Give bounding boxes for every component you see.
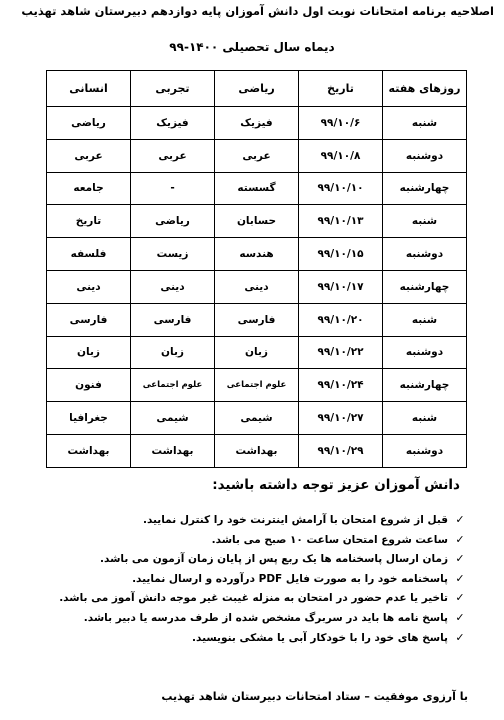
cell-date: ۹۹/۱۰/۱۰: [299, 172, 383, 205]
footer-signature: با آرزوی موفقیت – ستاد امتحانات دبیرستان شاهد تهذیب: [161, 690, 468, 703]
checkmark-icon: ✓: [455, 630, 465, 644]
cell-weekday: دوشنبه: [383, 434, 467, 467]
note-text: زمان ارسال پاسخنامه ها یک ربع پس از پایان زمان آزمون می باشد.: [100, 553, 448, 566]
cell-date: ۹۹/۱۰/۲۷: [299, 402, 383, 435]
cell-weekday: شنبه: [383, 402, 467, 435]
checkmark-icon: ✓: [455, 610, 465, 624]
cell-math: هندسه: [215, 238, 299, 271]
cell-date: ۹۹/۱۰/۱۷: [299, 270, 383, 303]
list-item: [10, 530, 468, 550]
list-item: [10, 510, 468, 530]
cell-science: ریاضی: [131, 205, 215, 238]
exam-schedule-table: [46, 70, 467, 468]
cell-math: علوم اجتماعی: [215, 369, 299, 402]
table-row: [47, 434, 467, 467]
cell-humanities: زبان: [47, 336, 131, 369]
note-text: پاسخ های خود را با خودکار آبی یا مشکی بنویسید.: [192, 631, 448, 644]
cell-weekday: شنبه: [383, 303, 467, 336]
cell-math: فارسی: [215, 303, 299, 336]
table-row: [47, 303, 467, 336]
cell-science: -: [131, 172, 215, 205]
cell-weekday: چهارشنبه: [383, 172, 467, 205]
cell-humanities: تاریخ: [47, 205, 131, 238]
header-date: تاریخ: [299, 71, 383, 107]
cell-date: ۹۹/۱۰/۲۰: [299, 303, 383, 336]
cell-humanities: فلسفه: [47, 238, 131, 271]
cell-humanities: جغرافیا: [47, 402, 131, 435]
checkmark-icon: ✓: [455, 552, 465, 566]
cell-weekday: چهارشنبه: [383, 369, 467, 402]
cell-humanities: جامعه: [47, 172, 131, 205]
cell-humanities: بهداشت: [47, 434, 131, 467]
table-row: [47, 205, 467, 238]
cell-math: حسابان: [215, 205, 299, 238]
cell-date: ۹۹/۱۰/۸: [299, 139, 383, 172]
header-math: ریاضی: [215, 71, 299, 107]
list-item: [10, 569, 468, 589]
notes-list: [10, 510, 468, 647]
checkmark-icon: ✓: [455, 513, 465, 526]
cell-weekday: شنبه: [383, 205, 467, 238]
cell-math: بهداشت: [215, 434, 299, 467]
checkmark-icon: ✓: [455, 571, 465, 585]
cell-math: زبان: [215, 336, 299, 369]
note-text: پاسخنامه خود را به صورت فایل PDF درآورده و ارسال نمایید.: [132, 572, 448, 585]
header-humanities: انسانی: [47, 71, 131, 107]
table-row: [47, 402, 467, 435]
cell-humanities: فارسی: [47, 303, 131, 336]
checkmark-icon: ✓: [455, 532, 465, 546]
cell-date: ۹۹/۱۰/۱۳: [299, 205, 383, 238]
list-item: [10, 608, 468, 628]
cell-science: عربی: [131, 139, 215, 172]
list-item: [10, 628, 468, 648]
cell-date: ۹۹/۱۰/۲۴: [299, 369, 383, 402]
cell-weekday: دوشنبه: [383, 336, 467, 369]
cell-humanities: فنون: [47, 369, 131, 402]
table-row: [47, 107, 467, 140]
cell-math: عربی: [215, 139, 299, 172]
checkmark-icon: ✓: [455, 591, 465, 605]
cell-science: زیست: [131, 238, 215, 271]
page-title: اصلاحیه برنامه امتحانات نوبت اول دانش آموزان پایه دوازدهم دبیرستان شاهد تهذیب: [21, 4, 494, 18]
cell-science: دینی: [131, 270, 215, 303]
table-row: [47, 172, 467, 205]
note-text: تاخیر یا عدم حضور در امتحان به منزله غیبت غیر موجه دانش آموز می باشد.: [59, 592, 448, 605]
table-row: [47, 270, 467, 303]
cell-math: گسسته: [215, 172, 299, 205]
page-subtitle: دیماه سال تحصیلی ۱۴۰۰-۹۹: [169, 40, 335, 54]
cell-weekday: دوشنبه: [383, 238, 467, 271]
cell-weekday: دوشنبه: [383, 139, 467, 172]
table-row: [47, 336, 467, 369]
cell-humanities: ریاضی: [47, 107, 131, 140]
cell-weekday: شنبه: [383, 107, 467, 140]
note-text: پاسخ نامه ها باید در سربرگ مشخص شده از طرف مدرسه یا دبیر باشد.: [83, 611, 448, 624]
header-science: تجربی: [131, 71, 215, 107]
note-text: قبل از شروع امتحان با آرامش اینترنت خود را کنترل نمایید.: [142, 514, 448, 526]
table-row: [47, 238, 467, 271]
table-header-row: [47, 71, 467, 107]
table-row: [47, 369, 467, 402]
cell-date: ۹۹/۱۰/۶: [299, 107, 383, 140]
note-text: ساعت شروع امتحان ساعت ۱۰ صبح می باشد.: [211, 533, 448, 546]
cell-date: ۹۹/۱۰/۲۲: [299, 336, 383, 369]
cell-math: فیزیک: [215, 107, 299, 140]
cell-date: ۹۹/۱۰/۱۵: [299, 238, 383, 271]
cell-science: فارسی: [131, 303, 215, 336]
table-row: [47, 139, 467, 172]
cell-science: بهداشت: [131, 434, 215, 467]
list-item: [10, 549, 468, 569]
cell-science: علوم اجتماعی: [131, 369, 215, 402]
notes-heading: دانش آموزان عزیز توجه داشته باشید:: [212, 477, 460, 493]
cell-science: زبان: [131, 336, 215, 369]
cell-humanities: عربی: [47, 139, 131, 172]
cell-weekday: چهارشنبه: [383, 270, 467, 303]
cell-science: فیزیک: [131, 107, 215, 140]
cell-math: شیمی: [215, 402, 299, 435]
header-weekday: روزهای هفته: [383, 71, 467, 107]
cell-science: شیمی: [131, 402, 215, 435]
cell-date: ۹۹/۱۰/۲۹: [299, 434, 383, 467]
cell-math: دینی: [215, 270, 299, 303]
cell-humanities: دینی: [47, 270, 131, 303]
list-item: [10, 588, 468, 608]
